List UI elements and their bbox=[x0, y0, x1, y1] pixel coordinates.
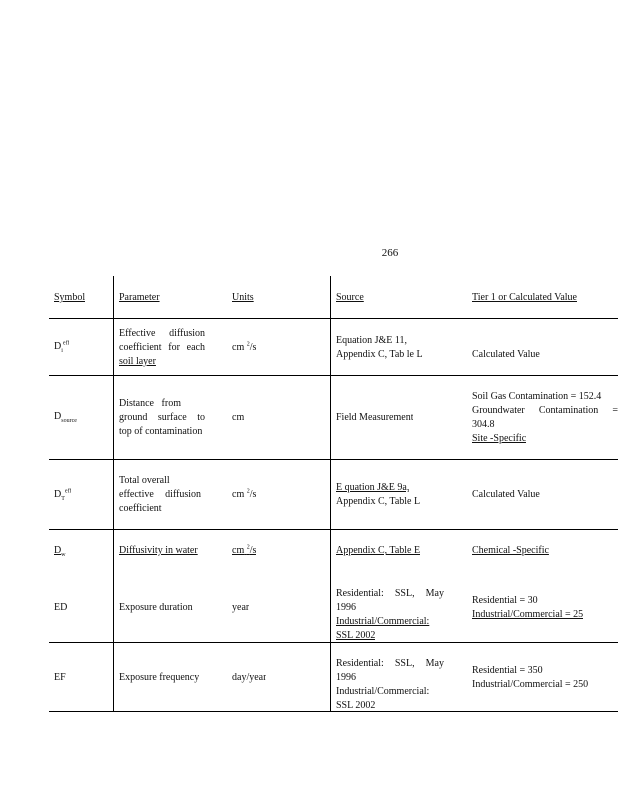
source-line: Appendix C, Table E bbox=[336, 545, 421, 556]
parameter-line: Effective diffusion bbox=[119, 328, 205, 339]
table-bottom-rule bbox=[49, 711, 618, 712]
value-line: Industrial/Commercial = 250 bbox=[472, 679, 589, 690]
source-line: Appendix C, Tab le L bbox=[336, 349, 423, 360]
parameter-line: coefficient bbox=[119, 503, 162, 514]
page-number: 266 bbox=[381, 247, 399, 259]
parameter-line: soil layer bbox=[119, 356, 156, 367]
source-line: Residential: SSL, May bbox=[336, 658, 444, 669]
value-line: Soil Gas Contamination = 152.4 bbox=[472, 391, 602, 402]
value-line: Calculated Value bbox=[472, 349, 540, 360]
parameter-line: Exposure duration bbox=[119, 602, 193, 613]
source-line: Residential: SSL, May bbox=[336, 588, 444, 599]
parameter-line: coefficient for each bbox=[119, 342, 205, 353]
source-line: SSL 2002 bbox=[336, 700, 376, 711]
row-rule-4 bbox=[49, 529, 618, 530]
value-line: Chemical -Specific bbox=[472, 545, 549, 556]
parameter-line: Diffusivity in water bbox=[119, 545, 198, 556]
header-value: Tier 1 or Calculated Value bbox=[472, 292, 577, 303]
value-line: Residential = 350 bbox=[472, 665, 543, 676]
source-line: SSL 2002 bbox=[336, 630, 376, 641]
header-source: Source bbox=[336, 292, 364, 303]
value-line: Industrial/Commercial = 25 bbox=[472, 609, 584, 620]
source-line: Industrial/Commercial: bbox=[336, 616, 430, 627]
symbol-dt-eff: $D_T^{eff}$ bbox=[54, 488, 72, 502]
table-divider-symbol bbox=[113, 276, 114, 712]
value-line: Residential = 30 bbox=[472, 595, 538, 606]
value-line: Groundwater Contamination = bbox=[472, 405, 618, 416]
value-line: Site -Specific bbox=[472, 433, 527, 444]
symbol-ed: ED bbox=[54, 602, 68, 613]
symbol-d-source: $D_{source}$ bbox=[54, 411, 77, 424]
row-rule-3 bbox=[49, 459, 618, 460]
value-line: Calculated Value bbox=[472, 489, 540, 500]
units-cm2-per-s: cm $^2$/s bbox=[232, 488, 257, 500]
header-parameter: Parameter bbox=[119, 292, 160, 303]
units-cm2-per-s: cm $^2$/s bbox=[232, 544, 257, 556]
source-line: Equation J&E 11, bbox=[336, 335, 408, 346]
row-rule-1 bbox=[49, 318, 618, 319]
row-rule-2 bbox=[49, 375, 618, 376]
header-symbol: Symbol bbox=[54, 292, 86, 303]
units-day-per-year: day/year bbox=[232, 672, 267, 683]
source-line: E quation J&E 9a, bbox=[336, 482, 410, 493]
source-line: Industrial/Commercial: bbox=[336, 686, 430, 697]
source-line: Appendix C, Table L bbox=[336, 496, 421, 507]
units-cm2-per-s: cm $^2$/s bbox=[232, 341, 257, 353]
units-cm: cm bbox=[232, 412, 245, 423]
parameter-line: top of contamination bbox=[119, 426, 203, 437]
parameter-line: Total overall bbox=[119, 475, 170, 486]
header-units: Units bbox=[232, 292, 254, 303]
symbol-dw: $D_w$ bbox=[54, 545, 66, 558]
source-line: Field Measurement bbox=[336, 412, 414, 423]
source-line: 1996 bbox=[336, 672, 356, 683]
source-line: 1996 bbox=[336, 602, 356, 613]
symbol-ef: EF bbox=[54, 672, 66, 683]
parameter-line: Distance from bbox=[119, 398, 181, 409]
symbol-di-eff: $D_i^{eff}$ bbox=[54, 340, 70, 354]
units-year: year bbox=[232, 602, 250, 613]
row-rule-6 bbox=[49, 642, 618, 643]
parameter-line: effective diffusion bbox=[119, 489, 201, 500]
value-line: 304.8 bbox=[472, 419, 495, 430]
parameter-line: ground surface to bbox=[119, 412, 205, 423]
table-divider-source bbox=[330, 276, 331, 712]
parameter-line: Exposure frequency bbox=[119, 672, 200, 683]
